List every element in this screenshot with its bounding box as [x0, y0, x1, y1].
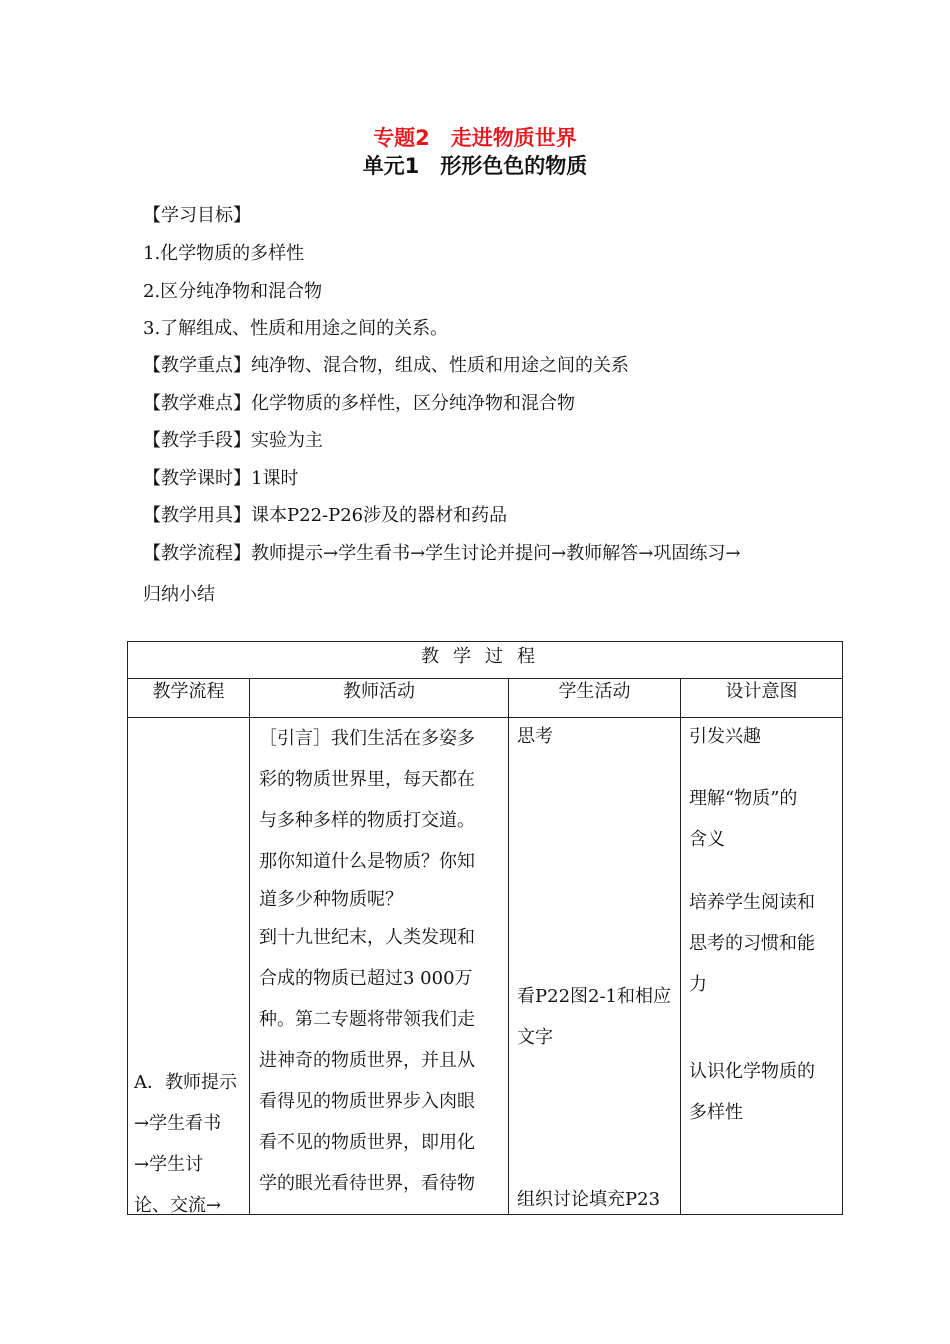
unit-title: 单元1 形形色色的物质 — [362, 154, 588, 178]
teaching-method: 【教学手段】实验为主 — [143, 430, 323, 451]
teacher-activity-cell — [250, 718, 509, 1215]
flow-line: A．教师提示 — [134, 1072, 237, 1093]
goal-item-1: 1.化学物质的多样性 — [143, 243, 305, 264]
col-header-intent: 设计意图 — [681, 679, 843, 718]
col-header-teacher: 教师活动 — [250, 679, 509, 718]
teaching-flow-cont: 归纳小结 — [143, 584, 215, 605]
teacher-line: ［引言］我们生活在多姿多 — [259, 728, 475, 749]
class-hours: 【教学课时】1课时 — [143, 468, 299, 489]
goal-label: 【学习目标】 — [143, 205, 251, 226]
intent-understand-cont: 含义 — [689, 829, 725, 850]
teacher-line: 种。第二专题将带领我们走 — [259, 1009, 475, 1030]
teacher-line: 学的眼光看待世界，看待物 — [259, 1173, 475, 1194]
intent-diversity: 认识化学物质的 — [689, 1061, 815, 1082]
intent-interest: 引发兴趣 — [689, 726, 761, 747]
teacher-line: 那你知道什么是物质？你知 — [259, 851, 475, 872]
student-read-cont: 文字 — [517, 1027, 553, 1048]
col-header-flow: 教学流程 — [128, 679, 250, 718]
teacher-line: 合成的物质已超过3 000万 — [259, 968, 473, 989]
col-header-student: 学生活动 — [509, 679, 681, 718]
student-think: 思考 — [517, 726, 553, 747]
key-points: 【教学重点】纯净物、混合物，组成、性质和用途之间的关系 — [143, 355, 629, 376]
teacher-line: 彩的物质世界里，每天都在 — [259, 769, 475, 790]
teaching-flow: 【教学流程】教师提示→学生看书→学生讨论并提问→教师解答→巩固练习→ — [143, 543, 741, 564]
goal-item-3: 3.了解组成、性质和用途之间的关系。 — [143, 318, 449, 339]
teacher-line: 与多种多样的物质打交道。 — [259, 810, 475, 831]
goal-item-2: 2.区分纯净物和混合物 — [143, 281, 323, 302]
design-intent-cell — [681, 718, 843, 1215]
flow-line: →学生看书 — [134, 1113, 222, 1134]
flow-line: 论、交流→ — [134, 1195, 222, 1216]
teacher-line: 看得见的物质世界步入肉眼 — [259, 1091, 475, 1112]
intent-diversity-cont: 多样性 — [689, 1102, 743, 1123]
intent-habit-cont: 思考的习惯和能 — [689, 933, 815, 954]
table-title: 教学过程 — [128, 642, 843, 679]
teacher-line: 进神奇的物质世界，并且从 — [259, 1050, 475, 1071]
teacher-line: 看不见的物质世界，即用化 — [259, 1132, 475, 1153]
difficult-points: 【教学难点】化学物质的多样性，区分纯净物和混合物 — [143, 393, 575, 414]
teaching-tools: 【教学用具】课本P22-P26涉及的器材和药品 — [143, 505, 508, 526]
student-read: 看P22图2-1和相应 — [517, 986, 672, 1007]
intent-habit-end: 力 — [689, 974, 707, 995]
teacher-line: 到十九世纪末，人类发现和 — [259, 927, 475, 948]
student-activity-cell — [509, 718, 681, 1215]
flow-line: →学生讨 — [134, 1154, 204, 1175]
intent-understand: 理解“物质”的 — [689, 788, 798, 809]
process-table — [127, 641, 843, 1215]
topic-title: 专题2 走进物质世界 — [373, 126, 577, 150]
intent-habit: 培养学生阅读和 — [689, 892, 815, 913]
teacher-line: 道多少种物质呢？ — [259, 889, 403, 910]
student-discuss: 组织讨论填充P23 — [517, 1189, 661, 1210]
flow-cell — [128, 718, 250, 1215]
